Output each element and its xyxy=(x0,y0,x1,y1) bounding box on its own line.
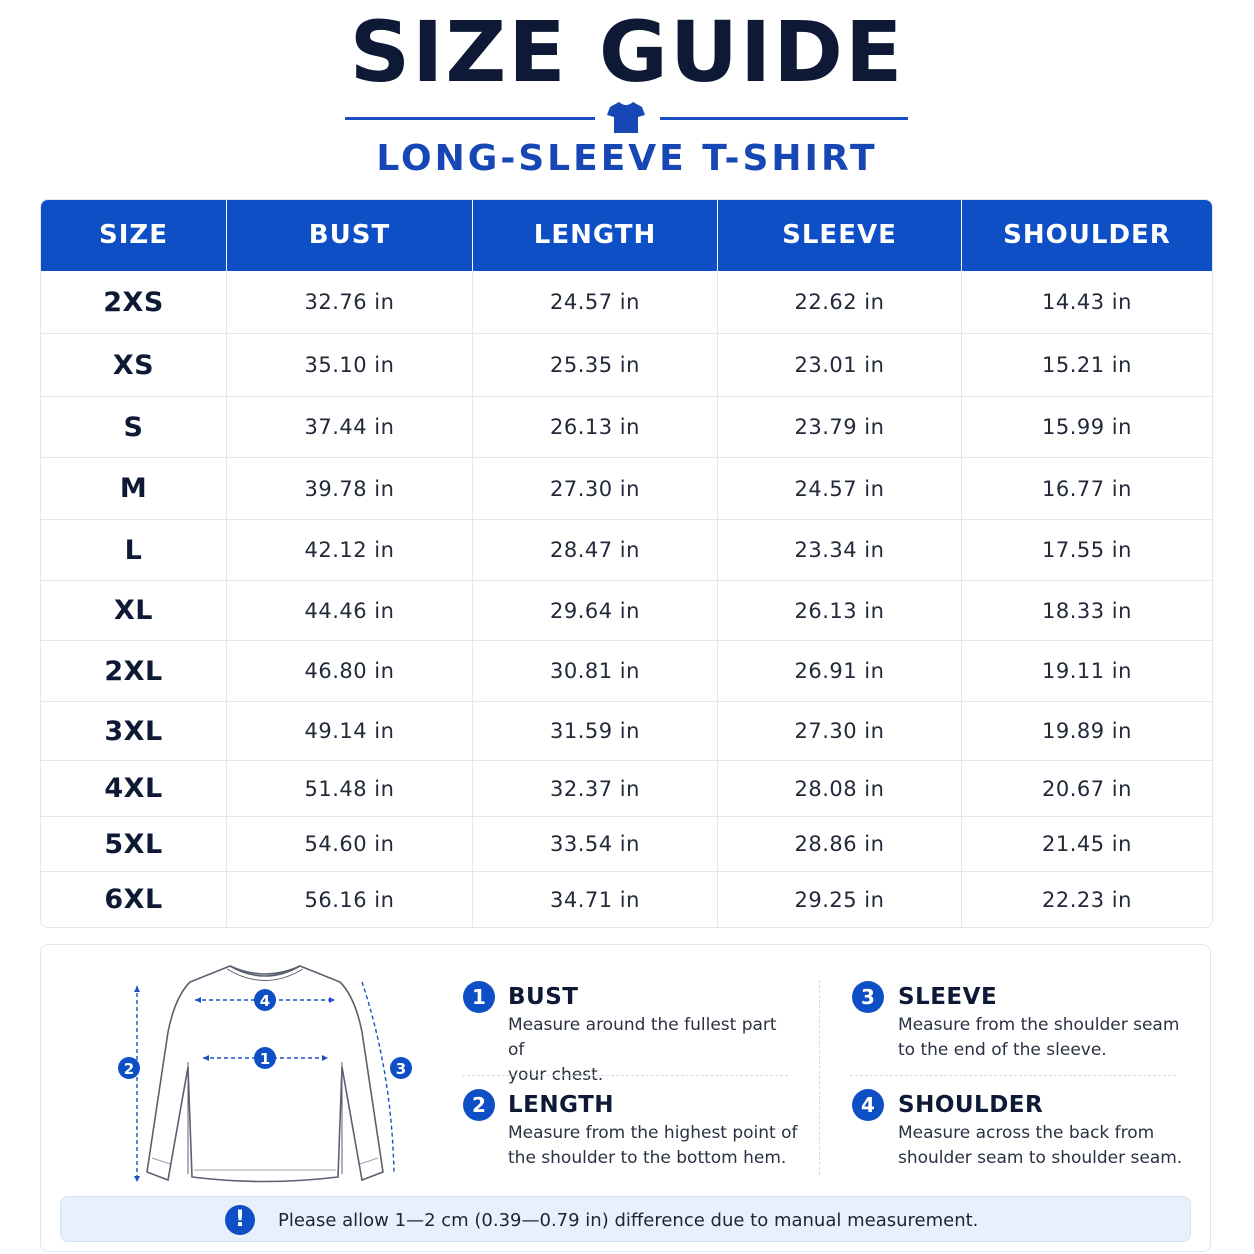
diagram-marker-2: 2 xyxy=(123,1060,135,1078)
cell-size: 6XL xyxy=(41,872,227,927)
cell-sleeve: 28.86 in xyxy=(718,817,962,871)
cell-shoulder: 16.77 in xyxy=(1042,476,1132,501)
cell-bust: 35.10 in xyxy=(227,334,473,396)
table-row xyxy=(41,872,1212,927)
sleeve-number: 3 xyxy=(852,981,884,1013)
diagram-marker-3: 3 xyxy=(395,1060,407,1078)
column-header-size: SIZE xyxy=(41,200,227,271)
cell-bust: 42.12 in xyxy=(227,520,473,580)
cell-length: 28.47 in xyxy=(473,520,718,580)
sleeve-label: SLEEVE xyxy=(898,984,998,1010)
page-title: SIZE GUIDE xyxy=(349,3,905,101)
cell-shoulder: 22.23 in xyxy=(1042,887,1132,912)
cell-size: 2XS xyxy=(41,271,227,333)
size-table xyxy=(40,199,1213,928)
divider xyxy=(850,1075,1176,1076)
cell-size: 3XL xyxy=(41,702,227,760)
table-row xyxy=(41,334,1212,397)
cell-bust: 44.46 in xyxy=(227,581,473,640)
cell-length: 34.71 in xyxy=(473,872,718,927)
cell-size: L xyxy=(41,520,227,580)
cell-length: 33.54 in xyxy=(473,817,718,871)
bust-description: Measure around the fullest part of your chest. xyxy=(508,1015,777,1085)
bust-label: BUST xyxy=(508,984,579,1010)
table-header xyxy=(41,200,1212,271)
title-rule-right xyxy=(660,117,908,120)
cell-size: M xyxy=(41,458,227,519)
cell-sleeve: 24.57 in xyxy=(718,458,962,519)
cell-bust: 54.60 in xyxy=(227,817,473,871)
cell-shoulder: 21.45 in xyxy=(1042,832,1132,856)
table-row xyxy=(41,271,1212,334)
table-row xyxy=(41,581,1212,641)
cell-size: XL xyxy=(41,581,227,640)
cell-sleeve: 23.34 in xyxy=(718,520,962,580)
column-header-shoulder: SHOULDER xyxy=(1003,220,1171,250)
cell-shoulder: 17.55 in xyxy=(1042,538,1132,562)
exclamation-icon: ! xyxy=(225,1205,255,1235)
shoulder-label: SHOULDER xyxy=(898,1092,1044,1118)
cell-size: 5XL xyxy=(41,817,227,871)
cell-shoulder: 19.89 in xyxy=(1042,719,1132,743)
page-subtitle: LONG-SLEEVE T-SHIRT xyxy=(376,138,878,179)
cell-bust: 39.78 in xyxy=(227,458,473,519)
shirt-measurement-diagram xyxy=(100,952,430,1192)
cell-shoulder: 19.11 in xyxy=(1042,659,1132,683)
cell-length: 27.30 in xyxy=(473,458,718,519)
cell-shoulder: 14.43 in xyxy=(1042,290,1132,314)
cell-size: XS xyxy=(41,334,227,396)
cell-bust: 37.44 in xyxy=(227,397,473,457)
cell-length: 25.35 in xyxy=(473,334,718,396)
measurement-note-text: Please allow 1—2 cm (0.39—0.79 in) difference due to manual measurement. xyxy=(278,1210,979,1231)
cell-size: 2XL xyxy=(41,641,227,701)
column-header-bust: BUST xyxy=(227,200,473,271)
column-header-length: LENGTH xyxy=(473,200,718,271)
cell-length: 30.81 in xyxy=(473,641,718,701)
tshirt-icon xyxy=(606,100,646,134)
table-row xyxy=(41,520,1212,581)
cell-sleeve: 23.01 in xyxy=(718,334,962,396)
cell-sleeve: 26.91 in xyxy=(718,641,962,701)
length-description: Measure from the highest point of the shoulder to the bottom hem. xyxy=(508,1123,798,1168)
table-row xyxy=(41,761,1212,817)
cell-sleeve: 22.62 in xyxy=(718,271,962,333)
table-row xyxy=(41,458,1212,520)
cell-bust: 49.14 in xyxy=(227,702,473,760)
cell-size: 4XL xyxy=(41,761,227,816)
cell-sleeve: 23.79 in xyxy=(718,397,962,457)
cell-sleeve: 26.13 in xyxy=(718,581,962,640)
table-row xyxy=(41,817,1212,872)
shoulder-number: 4 xyxy=(852,1089,884,1121)
column-header-sleeve: SLEEVE xyxy=(718,200,962,271)
cell-shoulder: 15.21 in xyxy=(1042,353,1132,377)
bust-number: 1 xyxy=(463,981,495,1013)
cell-length: 29.64 in xyxy=(473,581,718,640)
cell-shoulder: 20.67 in xyxy=(1042,776,1132,801)
cell-sleeve: 27.30 in xyxy=(718,702,962,760)
cell-length: 26.13 in xyxy=(473,397,718,457)
cell-shoulder: 15.99 in xyxy=(1042,415,1132,439)
title-rule-left xyxy=(345,117,595,120)
sleeve-description: Measure from the shoulder seam to the end of the sleeve. xyxy=(898,1015,1180,1060)
cell-size: S xyxy=(41,397,227,457)
cell-bust: 51.48 in xyxy=(227,761,473,816)
cell-sleeve: 28.08 in xyxy=(718,761,962,816)
diagram-marker-1: 1 xyxy=(259,1050,271,1068)
table-row xyxy=(41,702,1212,761)
cell-length: 24.57 in xyxy=(473,271,718,333)
cell-sleeve: 29.25 in xyxy=(718,872,962,927)
shoulder-description: Measure across the back from shoulder seam to shoulder seam. xyxy=(898,1123,1183,1168)
cell-length: 31.59 in xyxy=(473,702,718,760)
cell-bust: 56.16 in xyxy=(227,872,473,927)
table-row xyxy=(41,641,1212,702)
table-row xyxy=(41,397,1212,458)
length-number: 2 xyxy=(463,1089,495,1121)
column-divider xyxy=(819,980,820,1175)
cell-shoulder: 18.33 in xyxy=(1042,598,1132,623)
diagram-marker-4: 4 xyxy=(259,992,271,1010)
length-label: LENGTH xyxy=(508,1092,615,1118)
cell-length: 32.37 in xyxy=(473,761,718,816)
cell-bust: 32.76 in xyxy=(227,271,473,333)
cell-bust: 46.80 in xyxy=(227,641,473,701)
divider xyxy=(462,1075,788,1076)
